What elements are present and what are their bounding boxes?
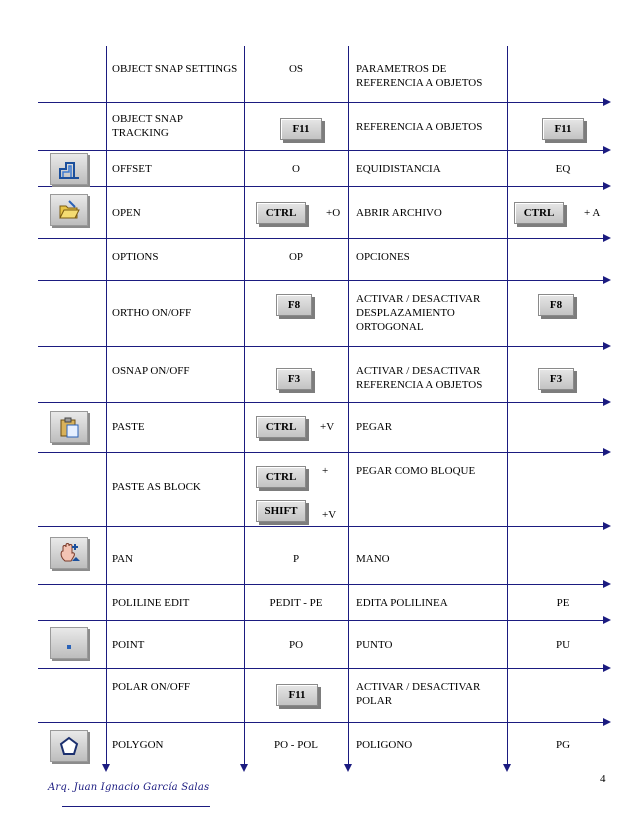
column-divider [106, 46, 107, 766]
command-name-es: ACTIVAR / DESACTIVAR POLAR [356, 681, 481, 707]
shortcut-en: O [292, 163, 300, 175]
footer-author: Arq. Juan Ignacio García Salas [48, 782, 210, 793]
shortcut-es: PG [555, 739, 571, 751]
shortcut-suffix: + A [584, 207, 601, 219]
paste-icon [50, 411, 88, 443]
row-divider [38, 346, 604, 347]
column-divider [507, 46, 508, 766]
row-divider [38, 186, 604, 187]
shortcut-en: OP [288, 251, 304, 263]
row-divider [38, 722, 604, 723]
row-divider [38, 402, 604, 403]
point-icon [50, 627, 88, 659]
column-divider [348, 46, 349, 766]
command-name: ORTHO ON/OFF [112, 307, 192, 319]
key-ctrl: CTRL [514, 202, 564, 224]
command-name-es: OPCIONES [356, 251, 410, 263]
row-divider [38, 102, 604, 103]
key-f3: F3 [538, 368, 574, 390]
shortcut-en: PO - POL [273, 739, 318, 751]
command-name-es: EQUIDISTANCIA [356, 163, 441, 175]
footer-divider [62, 806, 210, 807]
row-divider [38, 150, 604, 151]
command-name-es: PARAMETROS DE REFERENCIA A OBJETOS [356, 63, 483, 89]
key-f11: F11 [276, 684, 318, 706]
open-folder-icon [50, 194, 88, 226]
row-divider [38, 620, 604, 621]
polygon-icon [50, 730, 88, 762]
key-f8: F8 [276, 294, 312, 316]
row-divider [38, 280, 604, 281]
row-divider [38, 452, 604, 453]
command-name: OSNAP ON/OFF [112, 365, 190, 377]
command-name: OBJECT SNAP SETTINGS [112, 63, 238, 75]
command-name-es: PUNTO [356, 639, 393, 651]
page-number: 4 [600, 773, 606, 785]
shortcut-suffix: +V [320, 421, 335, 433]
offset-icon [50, 153, 88, 185]
key-shift: SHIFT [256, 500, 306, 522]
shortcut-es: EQ [555, 163, 571, 175]
shortcut-suffix: + [322, 465, 329, 477]
command-name: OFFSET [112, 163, 152, 175]
shortcut-suffix: +V [322, 509, 337, 521]
key-f11: F11 [542, 118, 584, 140]
row-divider [38, 668, 604, 669]
key-ctrl: CTRL [256, 466, 306, 488]
command-name: POLYGON [112, 739, 164, 751]
command-name: POLAR ON/OFF [112, 681, 190, 693]
shortcut-es: PU [555, 639, 571, 651]
pan-hand-icon [50, 537, 88, 569]
command-name: PASTE AS BLOCK [112, 481, 201, 493]
command-name-es: ABRIR ARCHIVO [356, 207, 442, 219]
shortcut-en: P [292, 553, 300, 565]
command-name: OBJECT SNAP TRACKING [112, 113, 183, 139]
key-f3: F3 [276, 368, 312, 390]
shortcut-en: PO [288, 639, 304, 651]
shortcut-en: PEDIT - PE [269, 597, 323, 609]
key-ctrl: CTRL [256, 416, 306, 438]
key-f8: F8 [538, 294, 574, 316]
command-name-es: REFERENCIA A OBJETOS [356, 121, 483, 133]
command-name-es: POLIGONO [356, 739, 413, 751]
shortcut-suffix: +O [326, 207, 341, 219]
command-name: OPTIONS [112, 251, 159, 263]
command-name-es: PEGAR COMO BLOQUE [356, 465, 476, 477]
command-name-es: PEGAR [356, 421, 393, 433]
command-name-es: ACTIVAR / DESACTIVAR REFERENCIA A OBJETOS [356, 365, 483, 391]
command-name: OPEN [112, 207, 141, 219]
command-name-es: MANO [356, 553, 390, 565]
command-name: POINT [112, 639, 145, 651]
row-divider [38, 584, 604, 585]
command-name: PAN [112, 553, 133, 565]
shortcut-en: OS [288, 63, 304, 75]
command-name-es: ACTIVAR / DESACTIVAR DESPLAZAMIENTO ORTOGONAL [356, 293, 481, 333]
row-divider [38, 238, 604, 239]
row-divider [38, 526, 604, 527]
key-ctrl: CTRL [256, 202, 306, 224]
column-divider [244, 46, 245, 766]
command-name: PASTE [112, 421, 145, 433]
key-f11: F11 [280, 118, 322, 140]
command-name: POLILINE EDIT [112, 597, 190, 609]
shortcut-es: PE [556, 597, 570, 609]
command-name-es: EDITA POLILINEA [356, 597, 448, 609]
